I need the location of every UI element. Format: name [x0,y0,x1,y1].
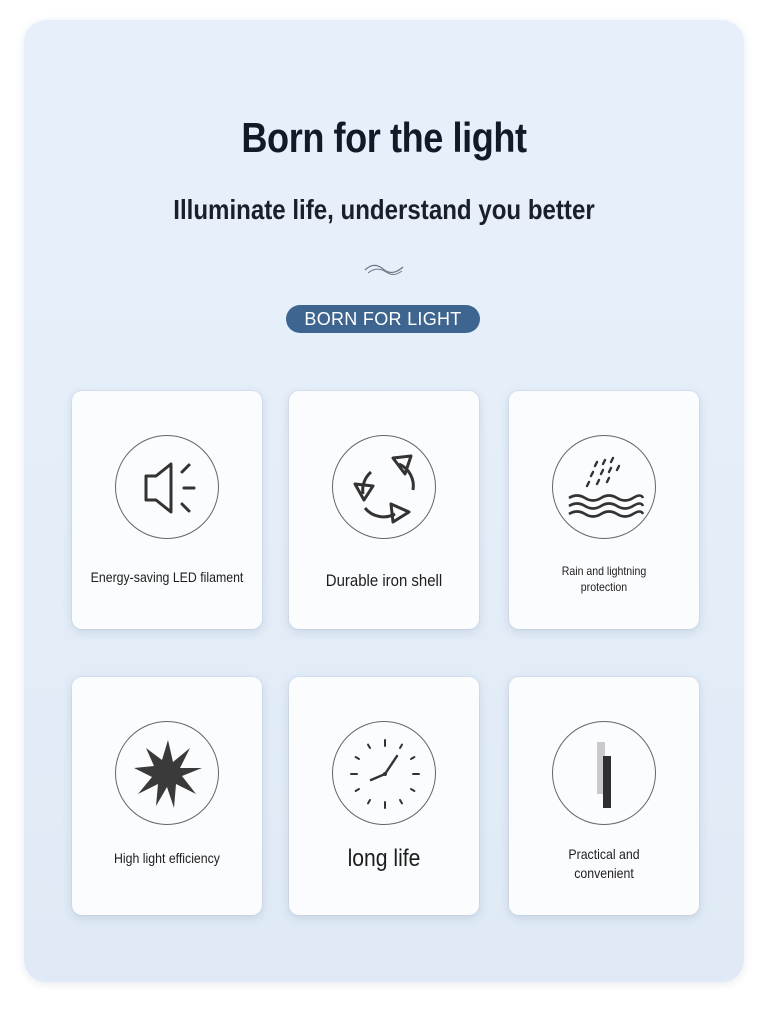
feature-card-iron-shell [289,391,479,629]
starburst-icon [115,721,219,825]
feature-card-rain-protection [509,391,699,629]
refresh-arrows-icon [332,435,436,539]
feature-label: Energy-saving LED filament [90,569,244,585]
page-subtitle: Illuminate life, understand you better [173,194,595,225]
page-title: Born for the light [241,114,527,161]
feature-label: long life [347,845,421,872]
speaker-icon [115,435,219,539]
clock-icon [332,721,436,825]
feature-label: High light efficiency [114,850,220,866]
feature-card-long-life [289,677,479,915]
feature-card-led-filament [72,391,262,629]
wave-divider-icon [362,260,406,278]
feature-card-light-efficiency [72,677,262,915]
badge-born-for-light: BORN FOR LIGHT [286,305,480,333]
feature-card-practical [509,677,699,915]
feature-label: Durable iron shell [325,571,443,590]
feature-label: Practical and convenient [568,846,640,881]
bar-icon [552,721,656,825]
feature-label: Rain and lightning protection [561,564,647,594]
rain-waves-icon [552,435,656,539]
